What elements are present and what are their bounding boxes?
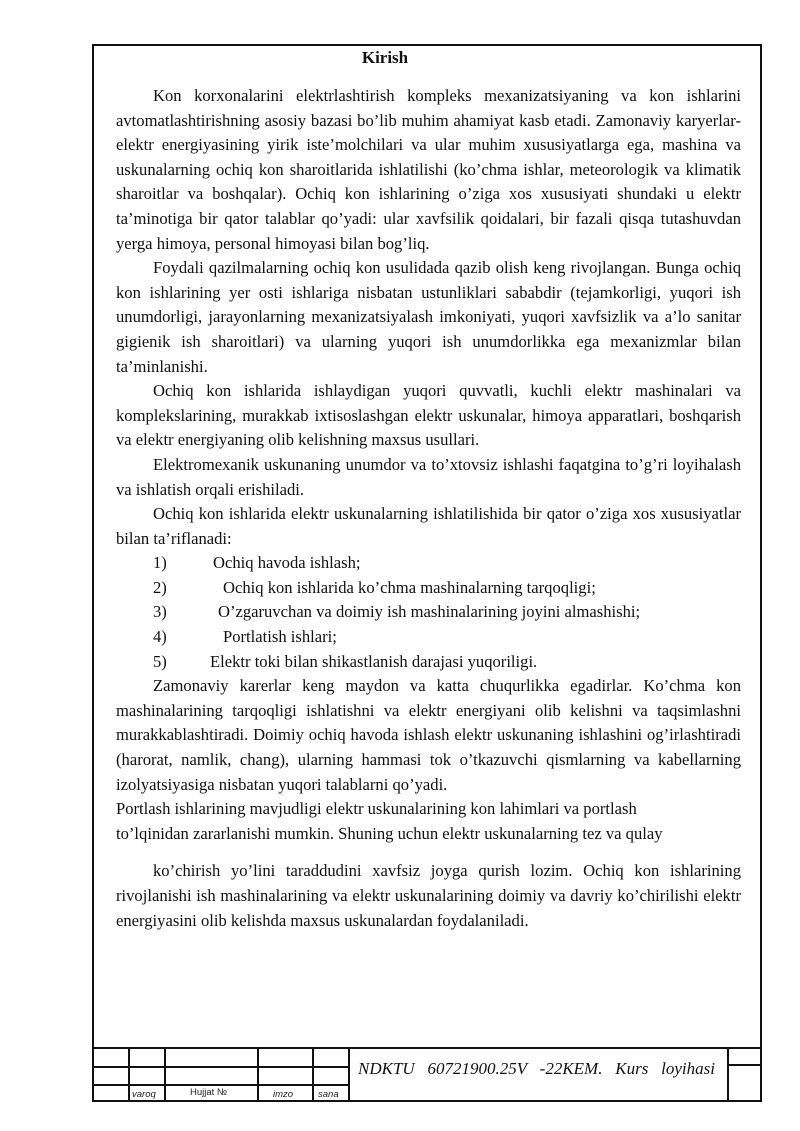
paragraph: Zamonaviy karerlar keng maydon va katta chuqurlikka egadirlar. Ko’chma kon mashinalarining tarqoqligi ishlatishni va elektr energiyani olib kelishni va taqsimlashni murakkablashtiradi. Doimiy ochiq havoda ishlash elektr uskunaning ishlashini og’irlashtiradi (harorat, namlik, chang), ularning hammasi tok o’tkazuvchi qismlarning va kabellarning izolyatsiyasiga nisbatan yuqori talablarni qo’yadi.: [116, 676, 741, 794]
page-title: Kirish: [361, 48, 409, 67]
stamp-label-imzo: imzo: [273, 1089, 294, 1100]
list-text: Ochiq kon ishlarida ko’chma mashinalarning tarqoqligi;: [223, 577, 596, 597]
stamp-label-sana: sana: [318, 1089, 339, 1100]
paragraph-line: to’lqinidan zararlanishi mumkin. Shuning uchun elektr uskunalarning tez va qulay: [116, 823, 663, 843]
list-text: O’zgaruvchan va doimiy ish mashinalarining joyini almashishi;: [218, 602, 641, 622]
paragraph-line: Portlash ishlarining mavjudligi elektr uskunalarining kon lahimlari va portlash: [116, 799, 637, 819]
document-body: [116, 84, 741, 933]
list-number: 2): [153, 577, 167, 597]
paragraph: Kon korxonalarini elektrlashtirish kompleks mexanizatsiyaning va kon ishlarini avtomatlashtirishning asosiy bazasi bo’lib muhim ahamiyat kasb etadi. Zamonaviy karyerlar-elektr energiyasining yirik iste’molchilari va ular muhim xususiyatlarga ega, mashina va uskunalarning ochiq kon sharoitlarida ishlatilishi (ko’chma ishlar, meteorologik va klimatik sharoitlar va boshqalar). Ochiq kon ishlarining o’ziga xos xususiyati shundaki u elektr ta’minotiga bir qator talablar qo’yadi: ular xavfsilik qoidalari, bir fazali qisqa tutashuvdan yerga himoya, personal himoyasi bilan bog’liq.: [116, 86, 741, 253]
paragraph: Ochiq kon ishlarida elektr uskunalarning ishlatilishida bir qator o’ziga xos xususiyatlar bilan ta’riflanadi:: [116, 504, 741, 548]
list-number: 3): [153, 602, 167, 622]
list-item: [116, 600, 741, 625]
list-item: [116, 625, 741, 650]
list-item: [116, 551, 741, 576]
list-number: 5): [153, 651, 167, 671]
paragraph: Ochiq kon ishlarida ishlaydigan yuqori quvvatli, kuchli elektr mashinalari va komplekslarining, murakkab ixtisoslashgan elektr uskunalar, himoya apparatlari, boshqarish va elektr energiyaning olib kelishning maxsus usullari.: [116, 381, 741, 450]
paragraph: ko’chirish yo’lini taraddudini xavfsiz joyga qurish lozim. Ochiq kon ishlarining rivojlanishi ish mashinalarining va elektr uskunalarining doimiy va davriy ko’chirilishi elektr energiyasini olib kelishda maxsus uskunalardan foydalaniladi.: [116, 861, 741, 930]
paragraph: Foydali qazilmalarning ochiq kon usulidada qazib olish keng rivojlangan. Bunga ochiq kon ishlarining yer osti ishlariga nisbatan ustunliklari sababdir (tejamkorligi, yuqori ish unumdorligi, jarayonlarning mexanizatsiyalash imkoniyati, yuqori xavfsizlik va a’lo sanitar gigienik ish sharoitlari) va ularning yuqori ish unumdorlikka ega mexanizmlar bilan ta’minlanishi.: [116, 258, 741, 376]
paragraph: Elektromexanik uskunaning unumdor va to’xtovsiz ishlashi faqatgina to’g’ri loyihalash va ishlatish orqali erishiladi.: [116, 454, 741, 499]
list-text: Elektr toki bilan shikastlanish darajasi yuqoriligi.: [210, 651, 538, 671]
list-text: Ochiq havoda ishlash;: [213, 553, 361, 573]
stamp-label-varoq: varoq: [132, 1089, 156, 1100]
list-item: [116, 576, 741, 601]
document-code: NDKTU 60721900.25V -22KEM. Kurs loyihasi: [358, 1059, 715, 1078]
list-number: 1): [153, 553, 167, 573]
list-number: 4): [153, 627, 167, 647]
list-text: Portlatish ishlari;: [223, 627, 337, 647]
list-item: [116, 650, 741, 675]
stamp-label-document-number: Hujjat №: [190, 1087, 228, 1098]
